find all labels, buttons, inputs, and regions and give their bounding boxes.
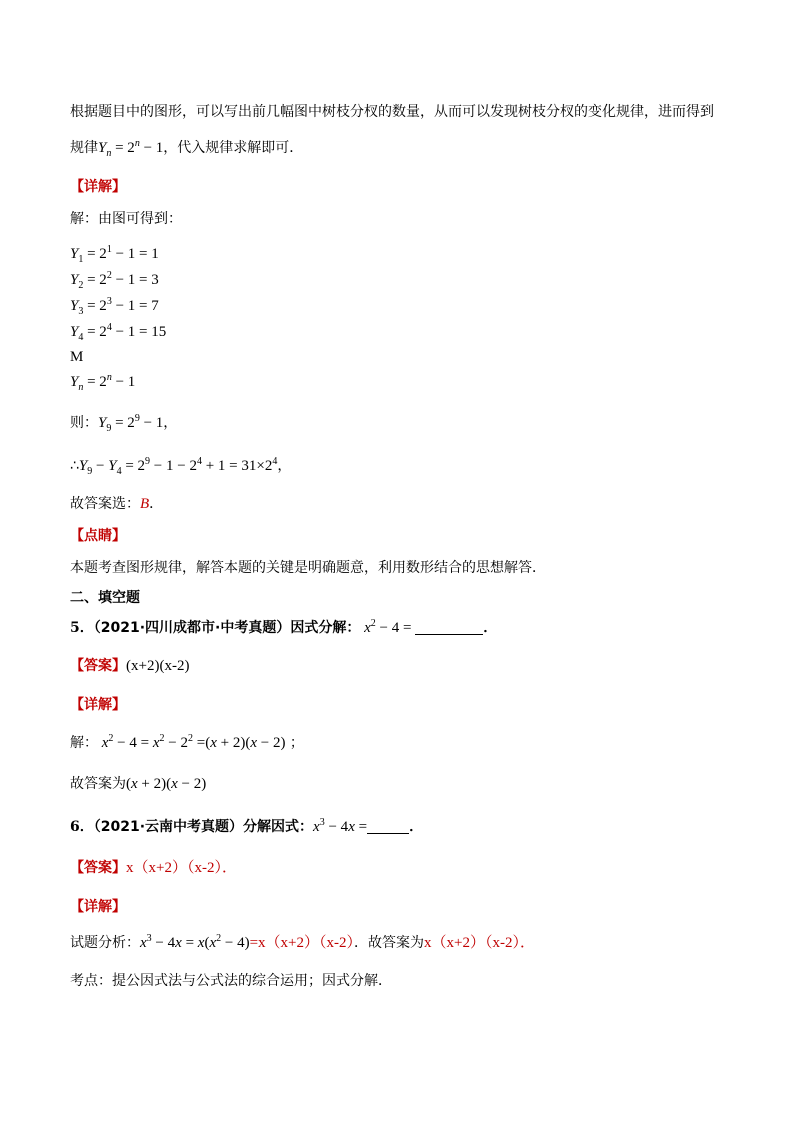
q5-expression: $x^2 - 4$ = [364, 618, 416, 636]
q6-analysis-mid: ．故答案为 [354, 935, 425, 951]
q6-answer-blank [367, 818, 409, 834]
q6-analysis-line [70, 933, 535, 953]
q5-solution-prefix: 解： [70, 735, 98, 751]
q4-detail-heading: 【详解】 [70, 179, 126, 195]
then-comma: ， [163, 415, 178, 431]
q6-prompt: 分解因式： [243, 819, 314, 835]
q5-conclusion-math: (x + 2)(x − 2) [126, 776, 207, 792]
equation-difference: $Y_9 - Y_4 = 2^9 - 1 - 2^4 + 1 = 31\times 2^4$ [78, 456, 278, 477]
q5-conclusion-prefix: 故答案为 [70, 776, 126, 792]
equation-y2: $Y_2 = 2^2 - 1 = 3$ [70, 270, 159, 291]
q6-analysis-prefix: 试题分析： [70, 935, 140, 951]
q5-source: （2021·四川成都市·中考真题） [93, 620, 291, 636]
q5-prompt: 因式分解： [290, 620, 361, 636]
therefore-comma: ， [277, 458, 292, 474]
analysis-line-2-prefix: 规律 [70, 140, 98, 156]
equation-y4: $Y_4 = 2^4 - 1 = 15$ [70, 322, 167, 343]
q4-intro: 解：由图可得到： [70, 211, 182, 227]
q5-conclusion-line [70, 774, 206, 794]
q5-period: ． [483, 620, 498, 636]
q6-detail-heading: 【详解】 [70, 899, 126, 915]
q4-comment-text: 本题考查图形规律，解答本题的关键是明确题意，利用数形结合的思想解答． [70, 560, 546, 576]
q6-analysis-math: $x^3 - 4x = x(x^2 - 4)$ [140, 933, 250, 951]
q6-question [70, 817, 423, 837]
q5-solution-math: $x^2 - 4 = x^2 - 2^2 =(x + 2)(x - 2)$ [101, 733, 286, 751]
q5-answer-blank [415, 619, 483, 635]
q6-number: 6． [70, 819, 94, 835]
equation-y3: $Y_3 = 2^3 - 1 = 7$ [70, 296, 159, 317]
analysis-line-2-suffix: ，代入规律求解即可． [163, 140, 304, 156]
then-line [70, 413, 177, 433]
q6-period: ． [409, 819, 424, 835]
q4-answer-choice: B [140, 496, 150, 512]
section-title: 二、填空题 [70, 590, 140, 606]
q6-answer-line [70, 858, 237, 878]
q4-answer-prefix: 故答案选： [70, 496, 140, 512]
q5-answer: (x+2)(x-2) [126, 658, 190, 674]
q5-detail-heading: 【详解】 [70, 697, 126, 713]
equation-yn: $Y_n = 2^n - 1$ [70, 372, 136, 393]
then-label: 则： [70, 415, 98, 431]
q6-answer: x（x+2）（x-2）． [126, 860, 237, 876]
q5-solution-line [70, 733, 304, 753]
q5-number: 5． [70, 620, 94, 636]
therefore-symbol: ∴ [70, 458, 79, 474]
ellipsis-symbol: M [70, 349, 84, 365]
q6-expression: $x^3 - 4x$ = [313, 817, 368, 835]
q6-analysis-answer: x（x+2）（x-2）． [424, 935, 535, 951]
q4-answer-suffix: ． [149, 496, 164, 512]
equation-y1: $Y_1 = 2^1 - 1 = 1$ [70, 244, 159, 265]
rule-formula: $Y_n = 2^n - 1$ [98, 138, 164, 159]
q4-answer-line [70, 494, 163, 514]
therefore-line [70, 456, 291, 476]
q6-answer-heading: 【答案】 [70, 860, 126, 876]
equation-y9: $Y_9 = 2^9 - 1$ [98, 413, 164, 434]
q6-analysis-result: =x（x+2）（x-2） [249, 935, 355, 951]
q5-solution-end: ； [285, 735, 304, 751]
analysis-line-2 [70, 138, 303, 158]
q5-answer-line [70, 656, 189, 676]
q4-comment-heading: 【点睛】 [70, 528, 126, 544]
analysis-line-1: 根据题目中的图形，可以写出前几幅图中树枝分杈的数量，从而可以发现树枝分杈的变化规律，进而得到 [70, 104, 714, 120]
q6-knowledge-point: 考点：提公因式法与公式法的综合运用；因式分解． [70, 973, 392, 989]
q6-source: （2021·云南中考真题） [93, 819, 244, 835]
q5-answer-heading: 【答案】 [70, 658, 126, 674]
q5-question [70, 618, 497, 638]
